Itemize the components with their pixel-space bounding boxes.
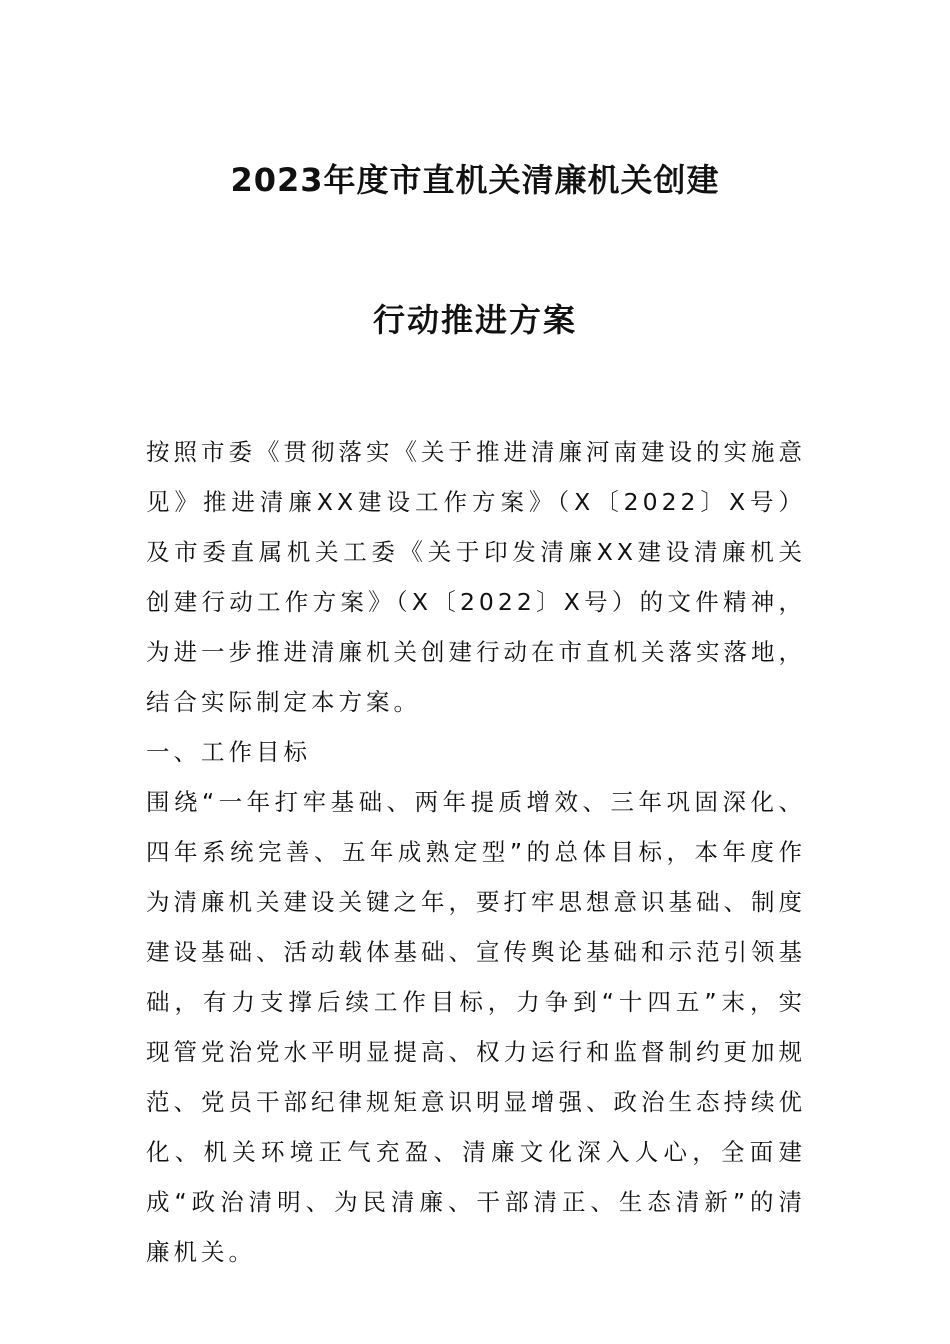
- document-title-line-2: 行动推进方案: [372, 301, 577, 339]
- section-heading-work-goals: 一、工作目标: [146, 738, 311, 766]
- document-body: [146, 427, 806, 1277]
- intro-paragraph: 按照市委《贯彻落实《关于推进清廉河南建设的实施意见》推进清廉XX建设工作方案》（X〔2022〕X号）及市委直属机关工委《关于印发清廉XX建设清廉机关创建行动工作方案》（X〔2022〕X号）的文件精神，为进一步推进清廉机关创建行动在市直机关落实落地，结合实际制定本方案。: [146, 438, 806, 716]
- work-goals-paragraph: 围绕“一年打牢基础、两年提质增效、三年巩固深化、四年系统完善、五年成熟定型”的总体目标，本年度作为清廉机关建设关键之年，要打牢思想意识基础、制度建设基础、活动载体基础、宣传舆论基础和示范引领基础，有力支撑后续工作目标，力争到“十四五”末，实现管党治党水平明显提高、权力运行和监督制约更加规范、党员干部纪律规矩意识明显增强、政治生态持续优化、机关环境正气充盈、清廉文化深入人心，全面建成“政治清明、为民清廉、干部清正、生态清新”的清廉机关。: [146, 788, 806, 1266]
- document-title-line-1: 2023年度市直机关清廉机关创建: [230, 161, 720, 199]
